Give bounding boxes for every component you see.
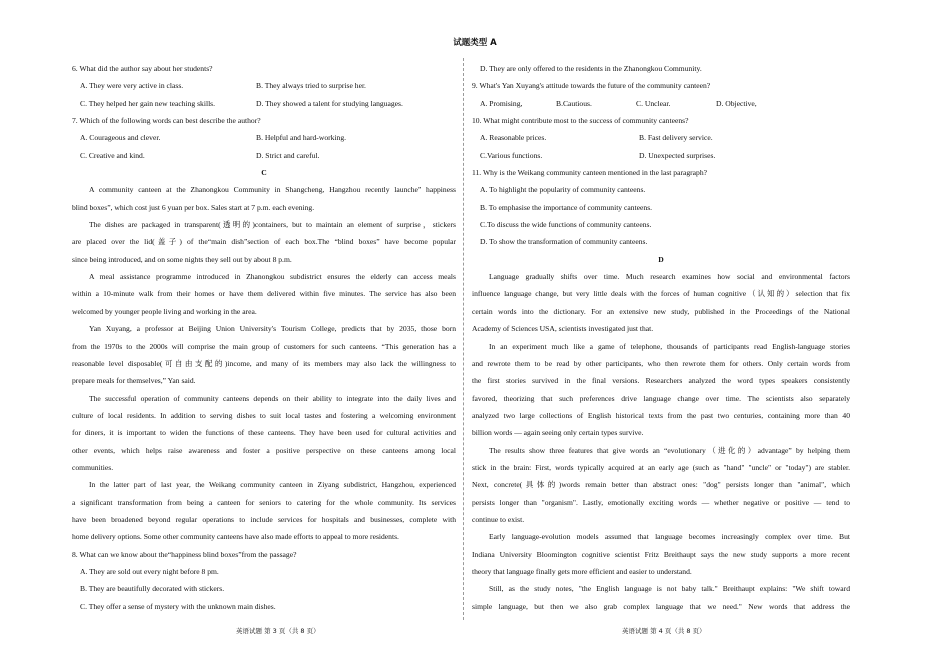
passage-d-line: Indiana University Bloomington cognitive scientist Fritz Breithaupt says the new study supports a more recent <box>472 549 850 559</box>
q9-option-a: A. Promising, <box>480 98 523 108</box>
question-6: 6. What did the author say about her students? <box>72 64 213 73</box>
q10-option-d: D. Unexpected surprises. <box>639 150 716 160</box>
question-7: 7. Which of the following words can best describe the author? <box>72 116 261 126</box>
q7-option-d: D. Strict and careful. <box>256 150 320 160</box>
q6-option-c: C. They helped her gain new teaching skills. <box>80 98 216 108</box>
passage-c-line: from the 1970s to the 2000s will comprise the main group of customers for such canteens. “This generation has a <box>72 341 456 351</box>
q6-option-b: B. They always tried to surprise her. <box>256 81 366 91</box>
passage-c-line: have been broadened beyond regular operations to include services for hospitals and businesses, complete with <box>72 514 456 524</box>
passage-c-line: Yan Xuyang, a professor at Beijing Union University's Tourism College, predicts that by 2035, those born <box>89 324 456 334</box>
passage-d-line: persists longer than "organism". Lastly, emotionally exciting words — whether negative or positive — tend to <box>472 497 850 507</box>
q7-option-c: C. Creative and kind. <box>80 150 145 160</box>
passage-c-line: culture of local residents. In addition to serving dishes to suit local tastes and fostering a welcoming environment <box>72 410 456 420</box>
q6-options-row-2 <box>72 95 456 112</box>
page-header: 试题类型 A <box>453 38 497 48</box>
passage-d-line: stick in the brain: First, words typically acquired at an early age (such as "hand" "uncle" or "today") are stabler. <box>472 462 850 472</box>
q10-options-row-1 <box>472 129 850 146</box>
q6-options-row-1 <box>72 77 456 94</box>
passage-d-line: Next, concrete(具体的)words remain better than abstract ones: "dog" persists longer than "animal", which <box>472 480 850 490</box>
section-d-heading: D <box>658 254 664 264</box>
passage-c-line: within a 10-minute walk from their homes or have them delivered within five minutes. The service has also been <box>72 289 456 299</box>
passage-c-line: reasonable level disposable(可自由支配的)income, and many of its members may also lack the willingness to <box>72 358 456 368</box>
question-10: 10. What might contribute most to the success of community canteens? <box>472 116 689 126</box>
right-column <box>472 60 850 615</box>
passage-d-line: theory that language finally gets more efficient and easier to understand. <box>472 566 692 576</box>
q10-option-a: A. Reasonable prices. <box>480 133 547 143</box>
q6-option-a: A. They were very active in class. <box>80 81 184 91</box>
q11-option-d: D. To show the transformation of community canteens. <box>480 237 648 247</box>
passage-d-line: favored, theorizing that such preferences drive language change over time. The scientists also separately <box>472 393 850 403</box>
question-11: 11. Why is the Weikang community canteen mentioned in the last paragraph? <box>472 168 708 178</box>
q9-option-b: B.Cautious. <box>556 98 592 108</box>
q8-option-a: A. They are sold out every night before 8 pm. <box>80 566 219 576</box>
passage-d-line: Academy of Sciences USA, scientists investigated just that. <box>472 324 654 334</box>
passage-c-line: The successful operation of community canteens depends on their ability to integrate into the daily lives and <box>89 393 456 403</box>
passage-c-line: for diners, it is important to widen the functions of these canteens. They have been used for cultural activities and <box>72 428 456 438</box>
passage-c-line: home delivery options. Some other community canteens have also made efforts to appeal to more residents. <box>72 532 399 542</box>
passage-c-line: communities. <box>72 462 114 472</box>
q7-options-row-1 <box>72 129 456 146</box>
q9-options-row <box>472 95 850 112</box>
passage-d-line: the first stories survived in the final versions. Researchers analyzed the word types speakers consistently <box>472 376 850 386</box>
passage-c-line: A meal assistance programme introduced in Zhanongkou subdistrict ensures the elderly can access meals <box>89 272 456 282</box>
passage-d-line: influence language change, but very little deals with the forces of human cognitive（认知的）selection that fix <box>472 289 850 299</box>
q9-option-d: D. Objective, <box>716 98 757 108</box>
q7-option-a: A. Courageous and clever. <box>80 133 161 143</box>
section-c-heading: C <box>261 168 267 178</box>
question-9: 9. What's Yan Xuyang's attitude towards the future of the community canteen? <box>472 81 711 91</box>
footer-right: 英语试题 第 4 页（共 8 页） <box>622 627 706 635</box>
q8-option-d: D. They are only offered to the residents in the Zhanongkou Community. <box>480 64 702 73</box>
q8-option-b: B. They are beautifully decorated with stickers. <box>80 584 225 594</box>
q11-option-c: C.To discuss the wide functions of community canteens. <box>480 220 652 230</box>
passage-d-line: analyzed two large collections of English historical texts from the past two centuries, containing more than 40 <box>472 410 850 420</box>
passage-d-line: Language gradually shifts over time. Much research examines how social and environmental factors <box>489 272 850 282</box>
q11-option-a: A. To highlight the popularity of community canteens. <box>480 185 646 195</box>
passage-c-line: are placed over the lid(盖子) of the“main dish”section of each box.The “blind boxes” have become popular <box>72 237 456 247</box>
passage-c-line: In the latter part of last year, the Weikang community canteen in Ziyang subdistrict, Hangzhou, experienced <box>89 480 456 490</box>
q10-options-row-2 <box>472 147 850 164</box>
column-divider <box>463 58 464 620</box>
passage-d-line: In an experiment much like a game of telephone, thousands of participants read English-language stories <box>489 341 850 351</box>
passage-d-line: The results show three features that give words an “evolutionary（进化的）advantage” by helping them <box>489 445 850 455</box>
passage-d-line: simple language, but then we also grab complex language that we need." New words that address the <box>472 601 850 611</box>
passage-c-line: blind boxes”, which cost just 6 yuan per box. Sales start at 7 p.m. each evening. <box>72 202 315 212</box>
question-8: 8. What can we know about the“happiness blind boxes”from the passage? <box>72 549 297 559</box>
q6-option-d: D. They showed a talent for studying languages. <box>256 98 403 108</box>
passage-c-line: The dishes are packaged in transparent(透明的)containers, but to maintain an element of surprise，stickers <box>89 220 456 230</box>
passage-d-line: billion words — again seeing only certain types survive. <box>472 428 644 438</box>
q11-option-b: B. To emphasise the importance of community canteens. <box>480 202 653 212</box>
passage-c-line: A community canteen at the Zhanongkou Community in Shangcheng, Hangzhou recently launche” happiness <box>89 185 456 195</box>
q7-options-row-2 <box>72 147 456 164</box>
passage-d-line: certain words into the dictionary. For an extensive new study, published in the Proceedings of the National <box>472 306 850 316</box>
q8-option-c: C. They offer a sense of mystery with the unknown main dishes. <box>80 601 276 611</box>
q10-option-c: C.Various functions. <box>480 150 543 160</box>
passage-d-line: and rewrote them to be read by other participants, who then rewrote them for others. Only certain words from <box>472 358 850 368</box>
left-column <box>72 60 456 615</box>
passage-d-line: continue to exist. <box>472 514 525 524</box>
passage-d-line: Still, as the study notes, "the English language is not baby talk." Breithaupt explains: "We shift toward <box>489 584 850 594</box>
passage-c-line: welcomed by younger people living and working in the area. <box>72 306 257 316</box>
passage-c-line: prepare meals for themselves,” Yan said. <box>72 376 196 386</box>
passage-c-line: since being introduced, and on some nights they sell out by about 8 p.m. <box>72 254 292 264</box>
footer-left: 英语试题 第 3 页（共 8 页） <box>236 627 320 635</box>
passage-c-line: a significant transformation from being a canteen for seniors to catering for the whole community. Its services <box>72 497 456 507</box>
q9-option-c: C. Unclear. <box>636 98 671 108</box>
q10-option-b: B. Fast delivery service. <box>639 133 713 143</box>
passage-c-line: other events, which helps raise awareness and foster a positive perspective on these canteens among local <box>72 445 456 455</box>
passage-d-line: Early language-evolution models assumed that language becomes increasingly complex over time. But <box>489 532 850 542</box>
q7-option-b: B. Helpful and hard-working. <box>256 133 347 143</box>
